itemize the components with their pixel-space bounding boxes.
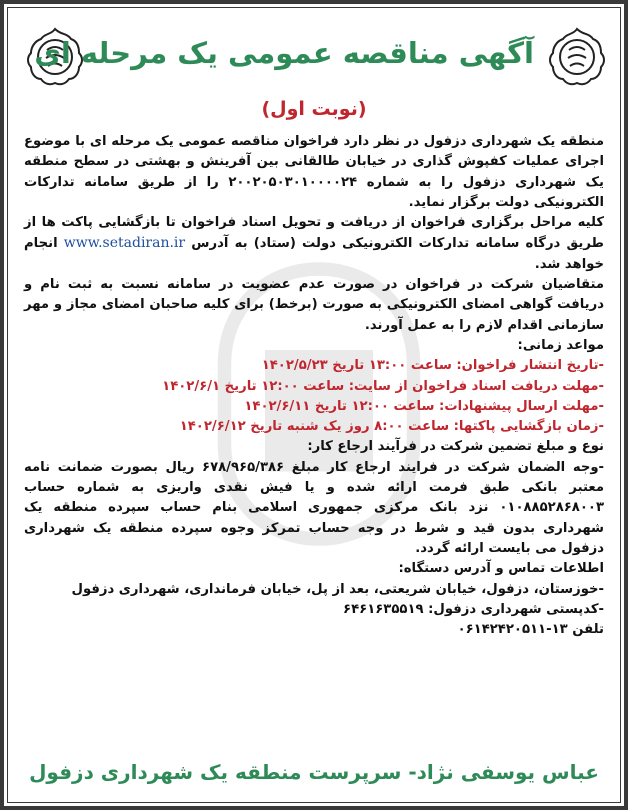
municipality-logo-icon bbox=[546, 26, 608, 88]
applicants-paragraph: متقاضیان شرکت در فراخوان در صورت عدم عضویت در سامانه نسبت به ثبت نام و دریافت گواهی امضای الکترونیکی به صورت (برخط) برای کلیه صاحبان امضای مجاز و مهر سازمانی اقدام لازم را به عمل آورند. bbox=[24, 277, 604, 333]
round-label: (نوبت اول) bbox=[261, 98, 367, 120]
contact-postal: -کدپستی شهرداری دزفول: ۶۴۶۱۶۳۵۵۱۹ bbox=[343, 601, 604, 617]
procedure-paragraph bbox=[24, 213, 604, 275]
contact-heading: اطلاعات تماس و آدرس دستگاه: bbox=[398, 561, 604, 577]
setad-link[interactable]: www.setadiran.ir bbox=[63, 235, 186, 252]
contact-address: -خوزستان، دزفول، خیابان شریعتی، بعد از پل، خیابان فرمانداری، شهرداری دزفول bbox=[71, 581, 604, 597]
procedure-text: کلیه مراحل برگزاری فراخوان از دریافت و تحویل اسناد فراخوان تا بازگشایی پاکت ها از طریق درگاه سامانه تدارکات الکترونیکی دولت (ستاد) به آدرس bbox=[24, 215, 604, 252]
notice-title: آگهی مناقصه عمومی یک مرحله ای bbox=[34, 36, 534, 70]
notice-body bbox=[24, 132, 604, 640]
schedule-item: -مهلت دریافت اسناد فراخوان از سایت: ساعت ۱۲:۰۰ تاریخ ۱۴۰۲/۶/۱ bbox=[162, 378, 604, 394]
header bbox=[4, 16, 624, 86]
intro-paragraph: منطقه یک شهرداری دزفول در نظر دارد فراخوان مناقصه عمومی یک مرحله ای با موضوع اجرای عملیات کفپوش گذاری در خیابان طالقانی بین آفرینش و بهشتی در سطح منطقه یک شهرداری دزفول را به شماره ۲۰۰۲۰۵۰۳۰۱۰۰۰۰۲۴ را از طریق سامانه تدارکات الکترونیکی دولت برگزار نماید. bbox=[24, 134, 604, 210]
signature: عباس یوسفی نژاد- سرپرست منطقه یک شهرداری دزفول bbox=[29, 760, 599, 784]
schedule-item: -مهلت ارسال پیشنهادات: ساعت ۱۲:۰۰ تاریخ ۱۴۰۲/۶/۱۱ bbox=[244, 398, 604, 414]
schedule-item: -تاریخ انتشار فراخوان: ساعت ۱۳:۰۰ تاریخ ۱۴۰۲/۵/۲۳ bbox=[261, 358, 604, 374]
guarantee-heading: نوع و مبلغ تضمین شرکت در فرآیند ارجاع کار: bbox=[307, 439, 604, 455]
procedure-text-end: انجام خواهد شد. bbox=[24, 236, 604, 272]
schedule-item: -زمان بازگشایی پاکتها: ساعت ۸:۰۰ روز یک شنبه تاریخ ۱۴۰۲/۶/۱۲ bbox=[179, 419, 604, 435]
schedule-heading: مواعد زمانی: bbox=[517, 337, 604, 353]
contact-phone: تلفن ۱۳-۰۶۱۴۲۴۲۰۵۱۱ bbox=[457, 622, 604, 638]
guarantee-text: -وجه الضمان شرکت در فرایند ارجاع کار مبلغ ۶۷۸/۹۶۵/۳۸۶ ریال بصورت ضمانت نامه معتبر بانکی طبق فرمت ارائه شده و یا فیش نقدی واریزی به شماره حساب ۰۱۰۸۸۵۲۸۶۸۰۰۳ نزد بانک مرکزی جمهوری اسلامی بنام حساب سپرده منطقه یک شهرداری بدون قید و شرط در وجه حساب تمرکز وجوه سپرده منطقه یک شهرداری دزفول می بایست ارائه گردد. bbox=[24, 459, 604, 556]
